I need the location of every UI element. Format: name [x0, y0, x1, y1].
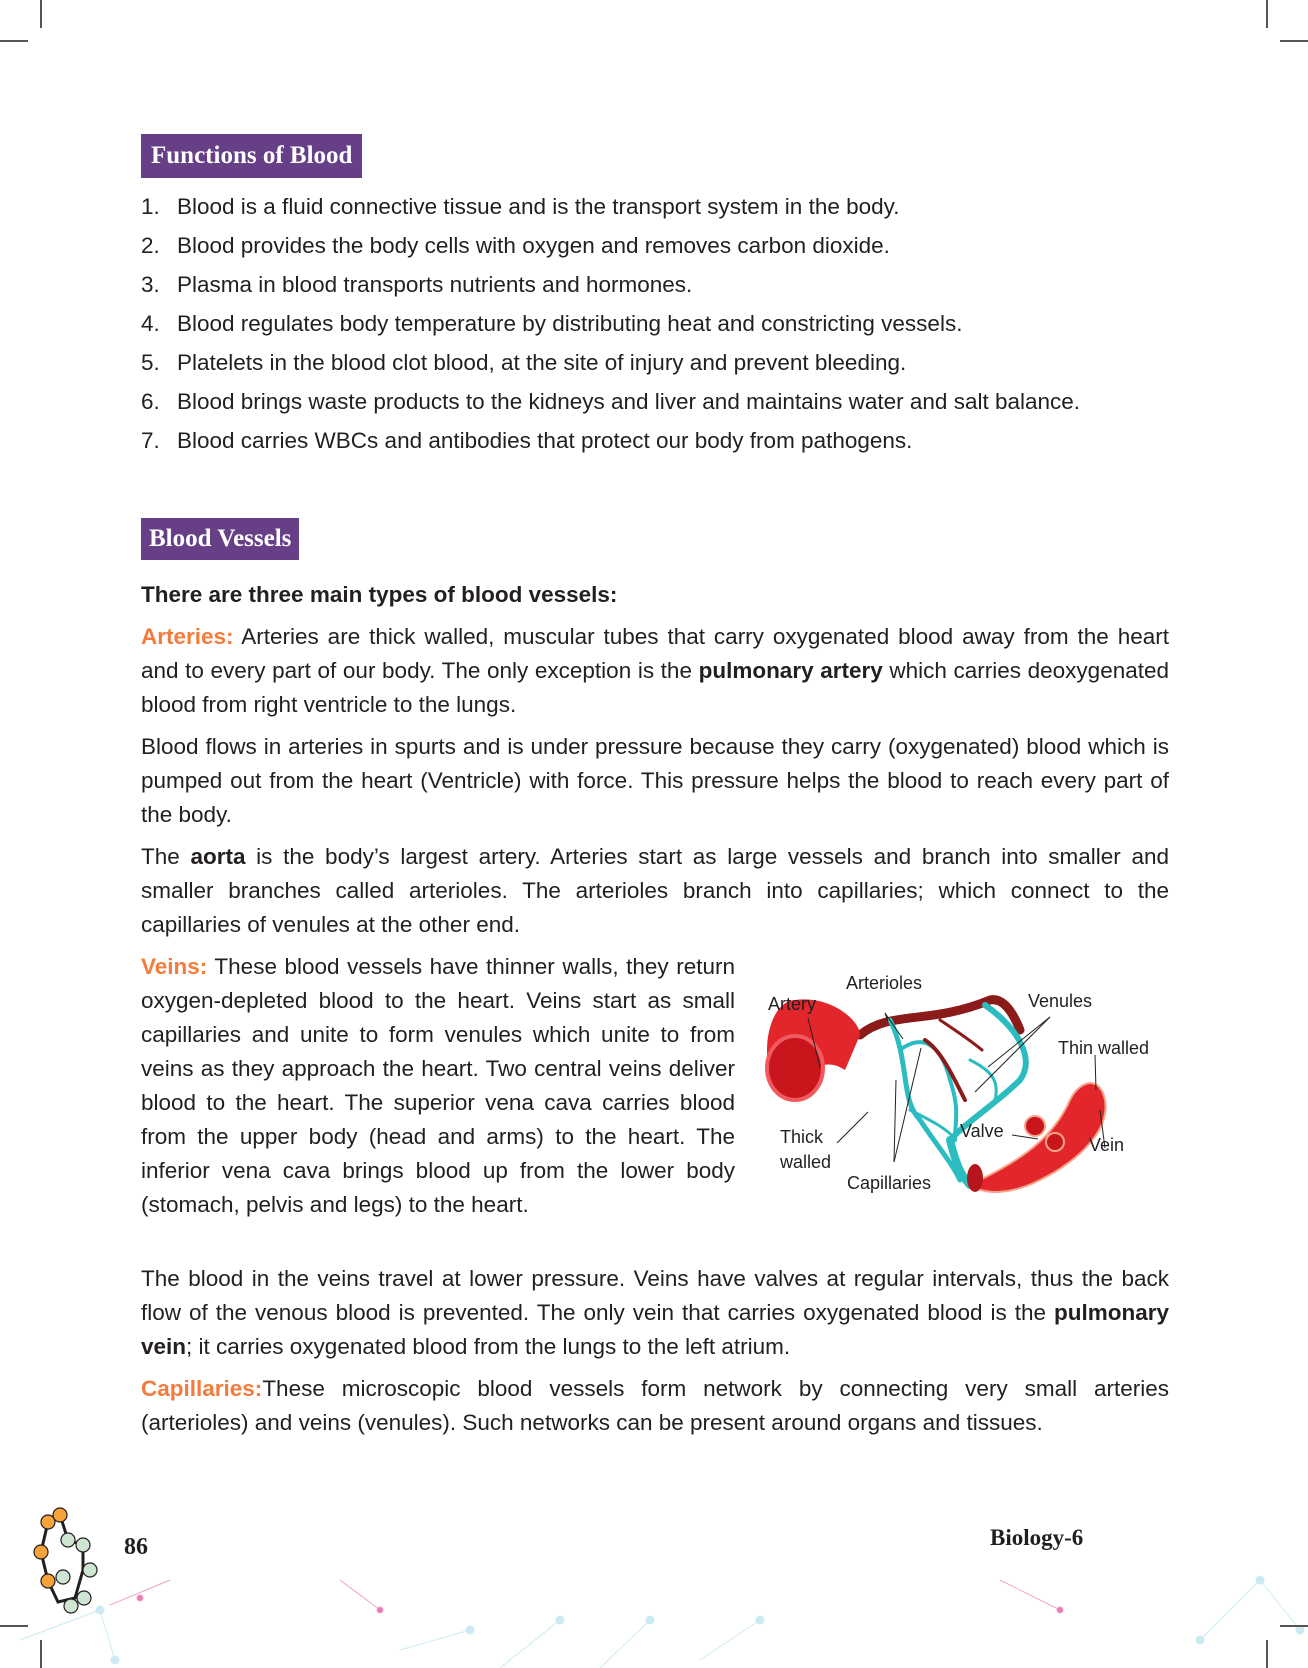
label-thin-walled: Thin walled [1058, 1038, 1150, 1058]
label-arterioles: Arterioles [846, 973, 923, 993]
label-capillaries: Capillaries [847, 1173, 932, 1193]
capillaries-paragraph [141, 1372, 1169, 1440]
text: These microscopic blood vessels form network by connecting very small arteries (arterioles) and veins (venules). Such networks can be present around organs and tissues. [141, 1376, 1169, 1435]
aorta-paragraph [141, 840, 1169, 942]
crop-mark [40, 1640, 42, 1668]
crop-mark [1266, 0, 1268, 28]
functions-list [141, 192, 1169, 465]
list-item [141, 231, 1169, 261]
crop-mark [1280, 1625, 1308, 1627]
molecule-background [0, 1480, 1308, 1668]
item-number: 1. [141, 194, 160, 219]
label-thick: Thick [780, 1127, 824, 1147]
item-number: 2. [141, 233, 160, 258]
arteries-paragraph [141, 620, 1169, 722]
list-item [141, 309, 1169, 339]
item-number: 7. [141, 428, 160, 453]
keyword: aorta [190, 844, 246, 869]
arteries-label: Arteries: [141, 624, 234, 649]
capillaries-label: Capillaries: [141, 1376, 263, 1401]
label-venules: Venules [1028, 991, 1093, 1011]
text: The blood in the veins travel at lower pressure. Veins have valves at regular intervals, thus the back flow of the venous blood is prevented. The only vein that carries oxygenated blood is the [141, 1266, 1169, 1325]
veins-paragraph [141, 950, 735, 1222]
list-item [141, 387, 1169, 417]
veins-label: Veins: [141, 954, 208, 979]
item-text: Blood regulates body temperature by distributing heat and constricting vessels. [177, 311, 963, 336]
section-heading-functions: Functions of Blood [141, 134, 362, 178]
text: These blood vessels have thinner walls, they return oxygen-depleted blood to the heart. Veins start as small capillaries and unite to form venules which unite to from veins as they approach the heart. Two central veins deliver blood to the heart. The superior vena cava carries blood from the upper body (head and arms) to the heart. The inferior vena cava brings blood up from the lower body (stomach, pelvis and legs) to the heart. [141, 954, 735, 1217]
list-item [141, 348, 1169, 378]
item-number: 6. [141, 389, 160, 414]
list-item [141, 270, 1169, 300]
item-number: 4. [141, 311, 160, 336]
list-item [141, 192, 1169, 222]
crop-mark [0, 1625, 28, 1627]
item-number: 3. [141, 272, 160, 297]
list-item [141, 426, 1169, 456]
veins-pressure-paragraph [141, 1262, 1169, 1448]
text: which carries deoxygenated blood from right ventricle to the lungs. [141, 658, 1170, 717]
book-title: Biology-6 [990, 1525, 1084, 1550]
crop-mark [1266, 1640, 1268, 1668]
page-number: 86 [124, 1534, 148, 1560]
item-text: Blood brings waste products to the kidneys and liver and maintains water and salt balance. [177, 389, 1081, 414]
section-heading-vessels: Blood Vessels [141, 518, 299, 560]
text: ; it carries oxygenated blood from the lungs to the left atrium. [186, 1334, 791, 1359]
item-text: Blood carries WBCs and antibodies that protect our body from pathogens. [177, 428, 913, 453]
crop-mark [1280, 40, 1308, 42]
item-number: 5. [141, 350, 160, 375]
label-artery: Artery [768, 994, 817, 1014]
blood-vessel-diagram [750, 950, 1200, 1210]
intro-text: There are three main types of blood vessels: [141, 582, 618, 607]
item-text: Blood provides the body cells with oxygen and removes carbon dioxide. [177, 233, 890, 258]
label-walled: walled [780, 1152, 832, 1172]
keyword: pulmonary artery [698, 658, 883, 683]
text: Arteries are thick walled, muscular tubes that carry oxygenated blood away from the heart and to every part of our body. The only exception is the [141, 624, 1169, 683]
item-text: Blood is a fluid connective tissue and is the transport system in the body. [177, 194, 900, 219]
text: The [141, 844, 191, 869]
item-text: Plasma in blood transports nutrients and hormones. [177, 272, 693, 297]
item-text: Platelets in the blood clot blood, at the site of injury and prevent bleeding. [177, 350, 907, 375]
crop-mark [0, 40, 28, 42]
crop-mark [40, 0, 42, 28]
keyword: pulmonary vein [141, 1300, 1169, 1359]
vessels-intro [141, 578, 1169, 950]
label-valve: Valve [960, 1121, 1004, 1141]
arteries-pressure-paragraph: Blood flows in arteries in spurts and is under pressure because they carry (oxygenated) blood which is pumped out from the heart (Ventricle) with force. This pressure helps the blood to reach every part of the body. [141, 734, 1169, 827]
text: is the body’s largest artery. Arteries start as large vessels and branch into smaller and smaller branches called arterioles. The arterioles branch into capillaries; which connect to the capillaries of venules at the other end. [141, 844, 1169, 937]
label-vein: Vein [1089, 1135, 1125, 1155]
